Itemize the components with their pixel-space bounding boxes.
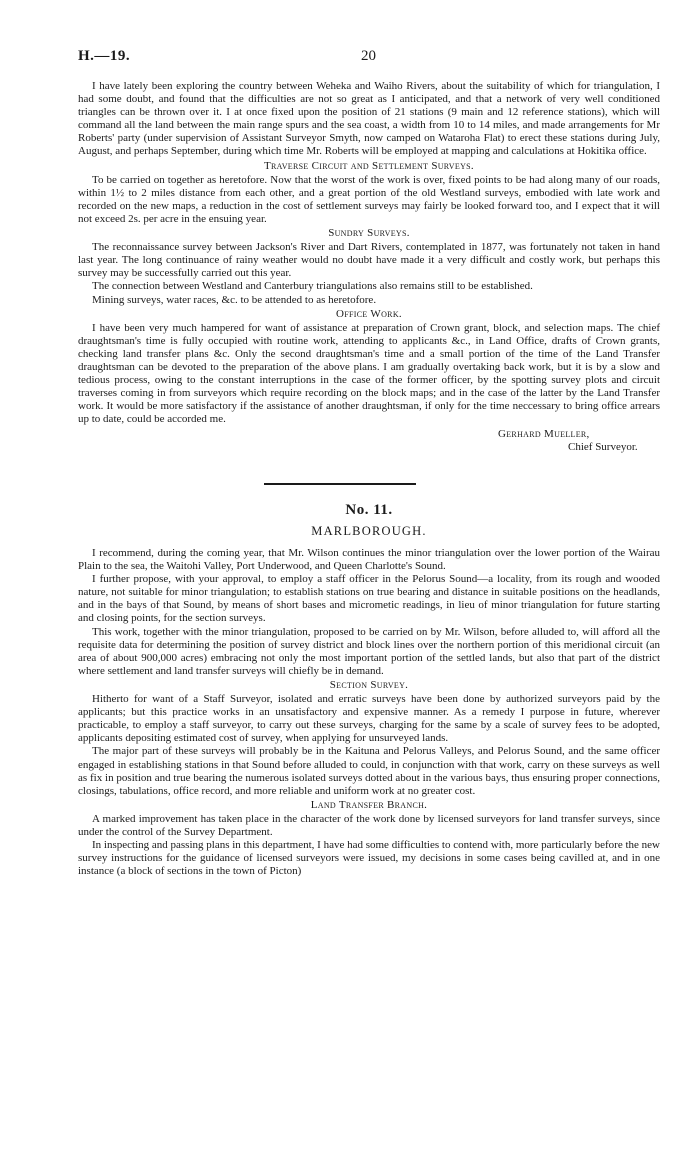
section-heading: Section Survey. [329,678,409,691]
paragraph: The reconnaissance survey between Jackson's River and Dart Rivers, contemplated in 1877, was fortunately not taken in hand last year. The long continuance of rainy weather would no doubt have made it a very difficult and costly work, but perhaps this survey may be successfully carried out this year. [78,241,660,280]
westland-report-section [78,80,660,454]
marlborough-report-section [78,501,660,879]
paragraph: I have lately been exploring the country between Weheka and Waiho Rivers, about the suitability of which for triangulation, I had some doubt, and found that the difficulties are not so great as I anticipated, and that a network of very well conditioned triangles can be thrown over it. I at once fixed upon the position of 21 stations (9 main and 12 reference stations), which will command all the land between the main range spurs and the sea coast, a width from 10 to 14 miles, and made arrangements for Mr Roberts' party (under supervision of Assistant Surveyor Smyth, now camped on Wataroha Flat) to erect these stations during July, August, and perhaps September, during which time Mr. Roberts will be employed at mapping and calculations at Hokitika office. [78,80,660,158]
signature-title: Chief Surveyor. [568,441,638,454]
paragraph: I further propose, with your approval, to employ a staff officer in the Pelorus Sound—a locality, from its rough and wooded nature, not suitable for minor triangulation; to establish stations on true bearing and distance in suitable positions on the headlands, and in the bays of that Sound, by means of short bases and micrometic readings, in lieu of minor triangulation for future starting and closing points, for the section surveys. [78,573,660,625]
page-header [78,50,660,80]
section-divider [264,483,416,484]
paragraph: To be carried on together as heretofore. Now that the worst of the work is over, fixed points to be had along many of our roads, within 1½ to 2 miles distance from each other, and a great portion of the old Westland surveys, embodied with late work and recorded on the new maps, a reduction in the cost of settlement surveys may fairly be looked forward too, and I expect that it will not exceed 2s. per acre in the ensuing year. [78,173,660,225]
paragraph: I recommend, during the coming year, that Mr. Wilson continues the minor triangulation over the lower portion of the Wairau Plain to the sea, the Waitohi Valley, Port Underwood, and Queen Charlotte's Sound. [78,547,660,573]
report-number: No. 11. [345,501,393,518]
section-heading: Sundry Surveys. [328,227,410,240]
paragraph: Hitherto for want of a Staff Surveyor, isolated and erratic surveys have been done by authorized surveyors paid by the applicants; but this practice works in an unsatisfactory and expensive manner. As a remedy I purpose in future, wherever practicable, to employ a staff surveyor, to carry out these surveys, charging for the same by a scale of survey fees to be adopted, applicants depositing estimated cost of survey, when applying for unsurveyed lands. [78,693,660,745]
section-heading: Land Transfer Branch. [310,798,428,811]
document-reference: H.—19. [78,48,131,64]
paragraph: A marked improvement has taken place in the character of the work done by licensed surveyors for land transfer surveys, since under the control of the Survey Department. [78,812,660,838]
section-heading: Office Work. [336,307,402,320]
paragraph: I have been very much hampered for want of assistance at preparation of Crown grant, block, and selection maps. The chief draughtsman's time is fully occupied with routine work, attending to applicants &c., in Land Office, drafts of Crown grants, checking land transfer plans &c. Only the second draughtsman's time and a small portion of the time of the Land Transfer draughtsman can be devoted to the preparation of the above plans. I am gradually overtaking back work, but it is by a slow and tedious process, owing to the constant interruptions in the case of the former officer, by the spotting survey plots and circuit traverses coming in from surveyors which require recording on the block maps; and in the case of the latter by the Land Transfer work. It would be more satisfactory if the assistance of another draughtsman, if only for the time neccessary to bring office arrears up to date, could be accorded me. [78,321,660,426]
paragraph: Mining surveys, water races, &c. to be attended to as heretofore. [92,293,377,306]
district-title: MARLBOROUGH. [311,523,427,538]
section-heading: Traverse Circuit and Settlement Surveys. [264,159,474,172]
paragraph: The major part of these surveys will probably be in the Kaituna and Pelorus Valleys, and Pelorus Sound, and the same officer engaged in establishing stations in that Sound before alluded to could, in conjunction with that work, carry on these surveys as well as fix in position and true bearing the numerous isolated surveys dotted about in the various bays, thus ensuring proper connections, closings, tabulations, office record, and more reliable and uniform work at no greater cost. [78,745,660,797]
page-number: 20 [361,48,376,64]
signature-block [78,428,660,454]
paragraph: The connection between Westland and Canterbury triangulations also remains still to be established. [92,280,533,293]
paragraph: This work, together with the minor triangulation, proposed to be carried on by Mr. Wilson, before alluded to, will afford all the requisite data for determining the position of survey district and block lines over the northern portion of this meridional circuit (an area of about 900,000 acres) embracing not only the most important portion of the settled lands, but also that part of the district where settlement and land transfer surveys will chiefly be in demand. [78,625,660,677]
paragraph: In inspecting and passing plans in this department, I have had some difficulties to contend with, more particularly before the new survey instructions for the guidance of licensed surveyors were issued, my decisions in some cases being cavilled at, and in one instance (a block of sections in the town of Picton) [78,839,660,878]
signature-name: Gerhard Mueller, [498,428,590,441]
